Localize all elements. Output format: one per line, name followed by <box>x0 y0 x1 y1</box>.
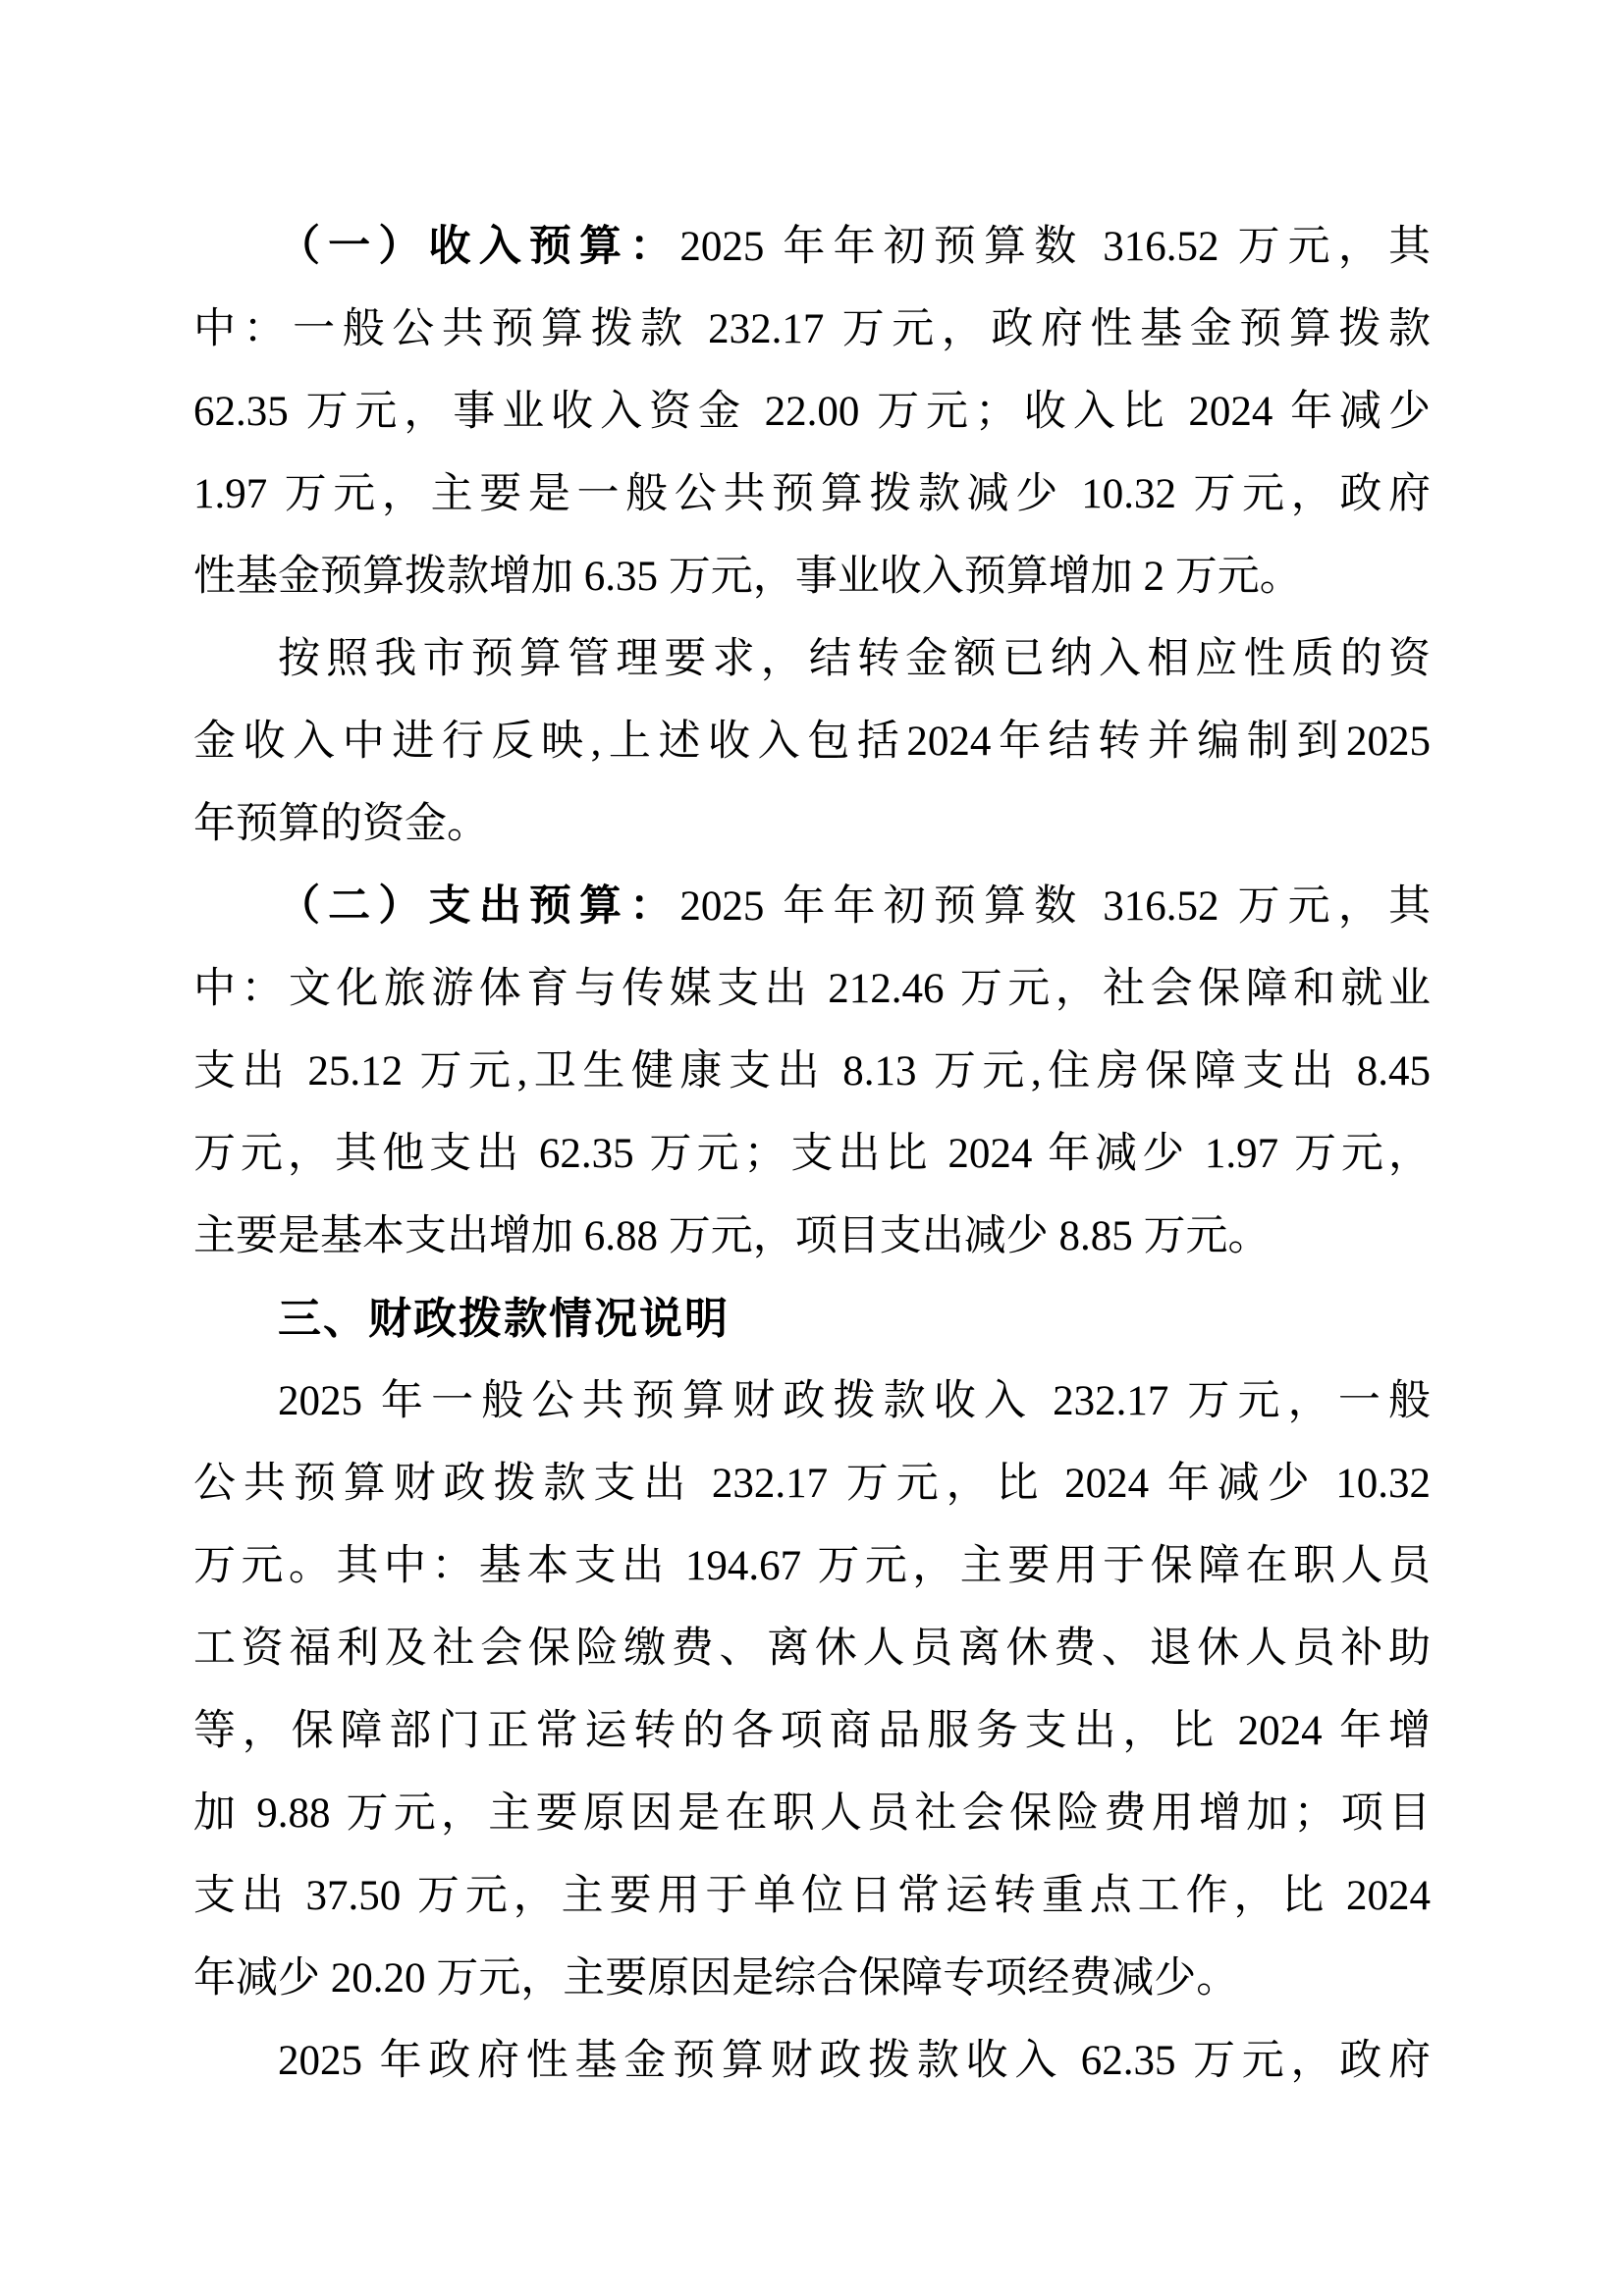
section-heading <box>193 1278 1431 1361</box>
text-line <box>193 948 1431 1031</box>
paragraph-text: 按照我市预算管理要求，结转金额已纳入相应性质的资 <box>278 636 1431 682</box>
paragraph-text: 中：文化旅游体育与传媒支出 212.46 万元，社会保障和就业 <box>193 966 1431 1012</box>
paragraph-text: 中：一般公共预算拨款 232.17 万元，政府性基金预算拨款 <box>193 306 1431 352</box>
paragraph-text: 主要是基本支出增加 6.88 万元，项目支出减少 8.85 万元。 <box>193 1213 1271 1259</box>
paragraph-text: 62.35 万元，事业收入资金 22.00 万元；收入比 2024 年减少 <box>193 389 1431 435</box>
paragraph-text: 工资福利及社会保险缴费、离休人员离休费、退休人员补助 <box>193 1626 1431 1672</box>
paragraph-text: 支出 37.50 万元，主要用于单位日常运转重点工作，比 2024 <box>193 1873 1431 1919</box>
paragraph-text: 年减少 20.20 万元，主要原因是综合保障专项经费减少。 <box>193 1955 1239 2002</box>
paragraph-text: 三、财政拨款情况说明 <box>278 1295 730 1343</box>
text-line <box>193 536 1431 618</box>
text-line <box>193 1938 1431 2020</box>
text-line <box>193 1608 1431 1690</box>
paragraph-text: 金收入中进行反映,上述收入包括2024年结转并编制到2025 <box>193 719 1431 765</box>
text-line <box>193 1196 1431 1278</box>
paragraph-text: 2025 年一般公共预算财政拨款收入 232.17 万元，一般 <box>278 1378 1431 1424</box>
document-body <box>193 206 1431 2103</box>
text-line <box>193 1031 1431 1113</box>
text-line <box>193 1855 1431 1938</box>
paragraph-text: 年预算的资金。 <box>193 801 489 847</box>
text-line <box>193 866 1431 948</box>
paragraph-text: 2025 年年初预算数 316.52 万元，其 <box>679 883 1431 930</box>
paragraph-text: 支出 25.12 万元,卫生健康支出 8.13 万元,住房保障支出 8.45 <box>193 1048 1431 1095</box>
text-line <box>193 701 1431 783</box>
paragraph-lead-text: （一）收入预算： <box>278 224 680 270</box>
text-line <box>193 1690 1431 1773</box>
paragraph-text: 性基金预算拨款增加 6.35 万元，事业收入预算增加 2 万元。 <box>193 554 1302 600</box>
text-line <box>193 371 1431 454</box>
text-line <box>193 1525 1431 1608</box>
text-line <box>193 1773 1431 1855</box>
text-line <box>193 1113 1431 1196</box>
paragraph-text: 万元，其他支出 62.35 万元；支出比 2024 年减少 1.97 万元， <box>193 1131 1431 1177</box>
paragraph-text: 1.97 万元，主要是一般公共预算拨款减少 10.32 万元，政府 <box>193 471 1431 517</box>
text-line <box>193 454 1431 536</box>
text-line <box>193 2020 1431 2103</box>
text-line <box>193 1361 1431 1443</box>
paragraph-text: 万元。其中：基本支出 194.67 万元，主要用于保障在职人员 <box>193 1543 1431 1589</box>
paragraph-text: 2025 年政府性基金预算财政拨款收入 62.35 万元，政府 <box>278 2038 1431 2084</box>
text-line <box>193 1443 1431 1525</box>
text-line <box>193 206 1431 289</box>
text-line <box>193 618 1431 701</box>
text-line <box>193 783 1431 866</box>
paragraph-lead-text: （二）支出预算： <box>278 883 680 930</box>
paragraph-text: 等，保障部门正常运转的各项商品服务支出，比 2024 年增 <box>193 1708 1431 1754</box>
paragraph-text: 公共预算财政拨款支出 232.17 万元，比 2024 年减少 10.32 <box>193 1461 1431 1507</box>
paragraph-text: 加 9.88 万元，主要原因是在职人员社会保险费用增加；项目 <box>193 1790 1431 1837</box>
paragraph-text: 2025 年年初预算数 316.52 万元，其 <box>679 224 1431 270</box>
text-line <box>193 289 1431 371</box>
